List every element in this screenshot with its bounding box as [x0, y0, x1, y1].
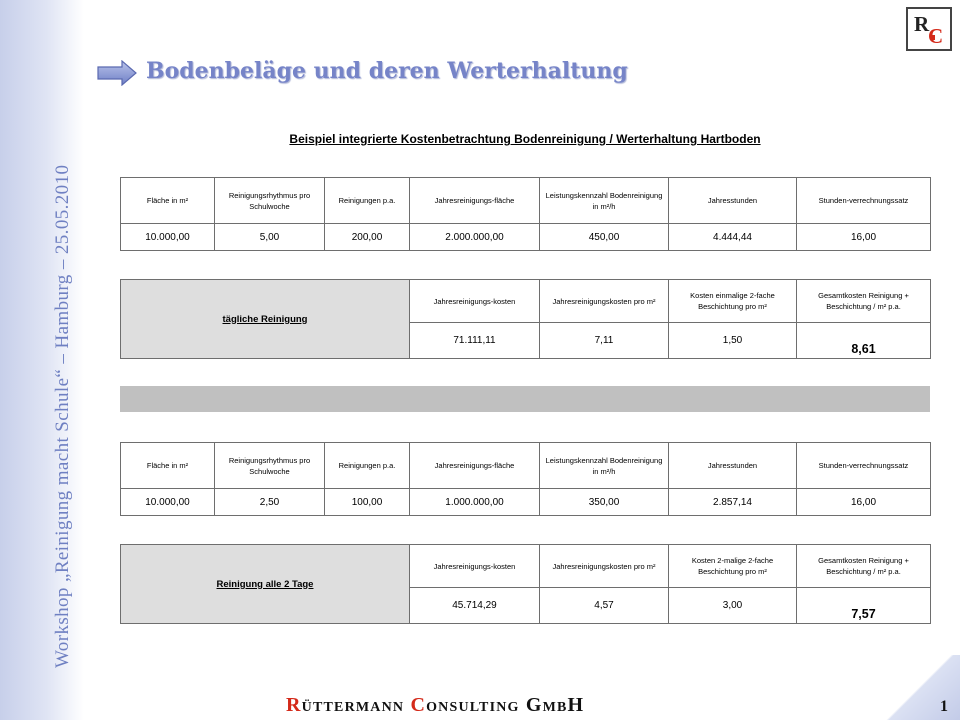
logo-letter-r: R — [914, 12, 930, 36]
table-header-row — [121, 178, 931, 224]
header-cell: Kosten 2-malige 2-fache Beschichtung pro m² — [669, 545, 797, 588]
header-cell: Jahresreinigungs-kosten — [410, 545, 540, 588]
value-cell: 200,00 — [325, 224, 410, 251]
sidebar-band — [0, 0, 84, 720]
header-cell: Reinigungen p.a. — [325, 178, 410, 224]
table-header-row — [121, 443, 931, 489]
company-footer — [286, 694, 584, 717]
value-cell: 1.000.000,00 — [410, 489, 540, 516]
parameters-table-1 — [120, 177, 931, 251]
header-cell: Kosten einmalige 2-fache Beschichtung pro m² — [669, 280, 797, 323]
value-cell: 5,00 — [215, 224, 325, 251]
page-number: 1 — [940, 698, 948, 715]
header-cell: Jahresreinigungs-fläche — [410, 178, 540, 224]
header-cell: Jahresreinigungs-fläche — [410, 443, 540, 489]
value-cell: 10.000,00 — [121, 224, 215, 251]
value-cell: 10.000,00 — [121, 489, 215, 516]
header-cell: Jahresstunden — [669, 443, 797, 489]
value-cell: 100,00 — [325, 489, 410, 516]
table-subtitle: Beispiel integrierte Kostenbetrachtung Bodenreinigung / Werterhaltung Hartboden — [289, 132, 761, 146]
header-cell: Jahresreinigungskosten pro m² — [540, 280, 669, 323]
header-cell: Gesamtkosten Reinigung + Beschichtung / m² p.a. — [797, 545, 931, 588]
cost-summary-table-2 — [120, 544, 931, 624]
header-cell: Fläche in m² — [121, 178, 215, 224]
summary-label: tägliche Reinigung — [121, 280, 410, 359]
footer-text-part2: onsulting GmbH — [426, 694, 585, 716]
header-cell: Reinigungen p.a. — [325, 443, 410, 489]
total-cost-cell: 7,57 — [797, 588, 931, 624]
value-cell: 2.857,14 — [669, 489, 797, 516]
header-cell: Jahresreinigungskosten pro m² — [540, 545, 669, 588]
value-cell: 2.000.000,00 — [410, 224, 540, 251]
workshop-caption: Workshop „Reinigung macht Schule“ – Hamburg – 25.05.2010 — [52, 164, 73, 668]
value-cell: 4,57 — [540, 588, 669, 624]
total-cost-cell: 8,61 — [797, 323, 931, 359]
table-row — [121, 489, 931, 516]
value-cell: 16,00 — [797, 489, 931, 516]
table-row — [121, 224, 931, 251]
header-cell: Reinigungsrhythmus pro Schulwoche — [215, 178, 325, 224]
header-cell: Stunden-verrechnungssatz — [797, 178, 931, 224]
header-cell: Fläche in m² — [121, 443, 215, 489]
value-cell: 3,00 — [669, 588, 797, 624]
value-cell: 450,00 — [540, 224, 669, 251]
summary-label: Reinigung alle 2 Tage — [121, 545, 410, 624]
page-title: Bodenbeläge und deren Werterhaltung — [146, 58, 628, 84]
corner-decoration — [880, 655, 960, 720]
header-cell: Gesamtkosten Reinigung + Beschichtung / m² p.a. — [797, 280, 931, 323]
parameters-table-2 — [120, 442, 931, 516]
value-cell: 2,50 — [215, 489, 325, 516]
value-cell: 7,11 — [540, 323, 669, 359]
arrow-right-icon — [96, 60, 138, 86]
company-logo — [906, 7, 952, 51]
footer-initial-r: R — [286, 694, 302, 716]
value-cell: 1,50 — [669, 323, 797, 359]
footer-initial-c: C — [410, 694, 427, 716]
footer-text-part1: üttermann — [301, 694, 411, 716]
header-cell: Reinigungsrhythmus pro Schulwoche — [215, 443, 325, 489]
header-cell: Stunden-verrechnungssatz — [797, 443, 931, 489]
value-cell: 45.714,29 — [410, 588, 540, 624]
header-cell: Jahresreinigungs-kosten — [410, 280, 540, 323]
value-cell: 71.111,11 — [410, 323, 540, 359]
header-cell: Jahresstunden — [669, 178, 797, 224]
cost-summary-table-1 — [120, 279, 931, 359]
value-cell: 4.444,44 — [669, 224, 797, 251]
value-cell: 350,00 — [540, 489, 669, 516]
section-divider-bar — [120, 386, 930, 412]
logo-letter-c: C — [928, 24, 944, 48]
header-cell: Leistungskennzahl Bodenreinigung in m²/h — [540, 443, 669, 489]
header-cell: Leistungskennzahl Bodenreinigung in m²/h — [540, 178, 669, 224]
value-cell: 16,00 — [797, 224, 931, 251]
